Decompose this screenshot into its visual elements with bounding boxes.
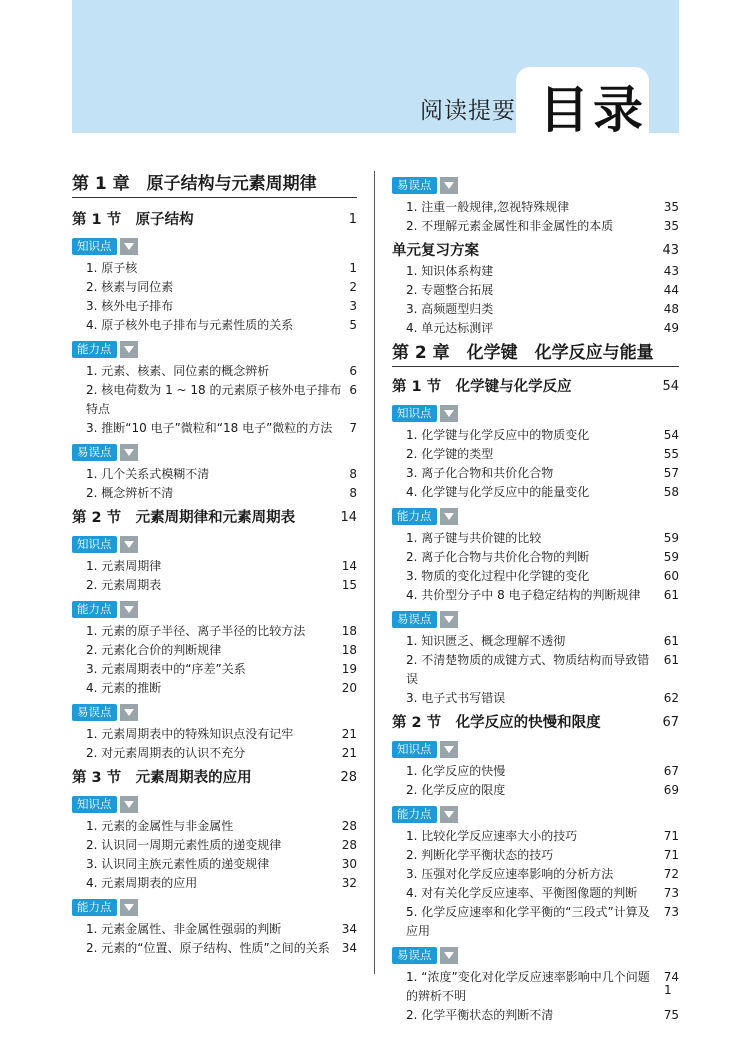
entry-title: 3. 压强对化学反应速率影响的分析方法: [406, 867, 614, 881]
section-title: 第 2 节 元素周期律和元素周期表: [72, 510, 296, 526]
toc-entry[interactable]: [72, 557, 357, 576]
entry-page-number: 32: [341, 876, 357, 890]
entry-title: 2. 化学平衡状态的判断不清: [406, 1008, 554, 1022]
badge-label: 知识点: [72, 796, 117, 813]
toc-left-column: [72, 171, 357, 961]
entry-page-number: 74: [663, 970, 679, 984]
toc-entry[interactable]: [72, 362, 357, 381]
toc-entry[interactable]: [72, 278, 357, 297]
toc-entry[interactable]: [392, 300, 679, 319]
triangle-down-icon: [440, 741, 458, 758]
section-badge: [72, 600, 357, 618]
toc-entry[interactable]: [392, 968, 679, 1006]
entry-title: 2. 概念辨析不清: [86, 486, 174, 500]
entry-title: 2. 化学反应的限度: [406, 783, 506, 797]
entry-title: 4. 单元达标测评: [406, 321, 494, 335]
toc-entry[interactable]: [392, 762, 679, 781]
entry-title: 3. 离子化合物和共价化合物: [406, 466, 554, 480]
triangle-down-icon: [120, 238, 138, 255]
entry-title: 1. 元素金属性、非金属性强弱的判断: [86, 922, 282, 936]
entry-title: 4. 对有关化学反应速率、平衡图像题的判断: [406, 886, 638, 900]
entry-page-number: 73: [663, 886, 679, 900]
entry-title: 1. 化学反应的快慢: [406, 764, 506, 778]
entry-page-number: 30: [341, 857, 357, 871]
section-heading[interactable]: [392, 711, 679, 735]
entry-title: 2. 专题整合拓展: [406, 283, 494, 297]
triangle-down-icon: [440, 405, 458, 422]
entry-page-number: 71: [663, 848, 679, 862]
entry-title: 3. 元素周期表中的“序差”关系: [86, 662, 246, 676]
chapter-heading: 第 1 章 原子结构与元素周期律: [72, 171, 357, 198]
entry-title: 2. 元素的“位置、原子结构、性质”之间的关系: [86, 941, 330, 955]
entry-page-number: 58: [663, 485, 679, 499]
entry-title: 2. 离子化合物与共价化合物的判断: [406, 550, 590, 564]
entry-page-number: 48: [663, 302, 679, 316]
page-title: 目录: [539, 81, 647, 139]
triangle-down-icon: [120, 704, 138, 721]
toc-entry[interactable]: [72, 465, 357, 484]
section-heading[interactable]: [72, 208, 357, 232]
toc-entry[interactable]: [392, 464, 679, 483]
entry-title: 2. 对元素周期表的认识不充分: [86, 746, 246, 760]
toc-entry[interactable]: [392, 846, 679, 865]
toc-entry[interactable]: [392, 262, 679, 281]
entry-title: 1. 比较化学反应速率大小的技巧: [406, 829, 578, 843]
entry-page-number: 8: [349, 467, 357, 481]
toc-entry[interactable]: [72, 836, 357, 855]
toc-entry[interactable]: [72, 679, 357, 698]
entry-title: 2. 判断化学平衡状态的技巧: [406, 848, 554, 862]
section-page-number: 28: [340, 770, 357, 785]
toc-entry[interactable]: [392, 827, 679, 846]
entry-title: 1. 原子核: [86, 261, 138, 275]
badge-label: 易误点: [392, 611, 437, 628]
toc-entry[interactable]: [392, 548, 679, 567]
entry-title: 4. 原子核外电子排布与元素性质的关系: [86, 318, 294, 332]
section-badge: [72, 898, 357, 916]
entry-title: 1. 知识匮乏、概念理解不透彻: [406, 634, 566, 648]
section-page-number: 1: [348, 212, 357, 227]
entry-page-number: 59: [663, 550, 679, 564]
section-page-number: 14: [340, 510, 357, 525]
badge-label: 知识点: [392, 405, 437, 422]
section-badge: [392, 740, 679, 758]
triangle-down-icon: [440, 177, 458, 194]
entry-page-number: 35: [663, 200, 679, 214]
section-title: 第 1 节 原子结构: [72, 212, 194, 228]
entry-page-number: 49: [663, 321, 679, 335]
toc-entry[interactable]: [72, 622, 357, 641]
triangle-down-icon: [120, 796, 138, 813]
entry-page-number: 20: [341, 681, 357, 695]
toc-entry[interactable]: [392, 281, 679, 300]
badge-label: 易误点: [392, 947, 437, 964]
entry-title: 2. 不清楚物质的成键方式、物质结构而导致错误: [406, 653, 650, 686]
entry-page-number: 69: [663, 783, 679, 797]
toc-entry[interactable]: [392, 529, 679, 548]
entry-page-number: 3: [349, 299, 357, 313]
toc-entry[interactable]: [392, 483, 679, 502]
toc-entry[interactable]: [392, 781, 679, 800]
entry-title: 4. 共价型分子中 8 电子稳定结构的判断规律: [406, 588, 641, 602]
entry-page-number: 28: [341, 819, 357, 833]
entry-page-number: 21: [341, 746, 357, 760]
unit-review-title: 单元复习方案: [392, 243, 479, 259]
toc-entry[interactable]: [72, 660, 357, 679]
badge-label: 易误点: [392, 177, 437, 194]
badge-label: 知识点: [72, 536, 117, 553]
toc-entry[interactable]: [392, 1006, 679, 1025]
entry-title: 1. 化学键与化学反应中的物质变化: [406, 428, 590, 442]
entry-page-number: 72: [663, 867, 679, 881]
entry-title: 3. 物质的变化过程中化学键的变化: [406, 569, 590, 583]
entry-page-number: 59: [663, 531, 679, 545]
badge-label: 能力点: [392, 508, 437, 525]
entry-title: 2. 化学键的类型: [406, 447, 494, 461]
entry-page-number: 75: [663, 1008, 679, 1022]
entry-page-number: 71: [663, 829, 679, 843]
section-badge: [72, 443, 357, 461]
entry-title: 2. 核素与同位素: [86, 280, 174, 294]
entry-page-number: 18: [341, 643, 357, 657]
entry-page-number: 1: [349, 261, 357, 275]
toc-entry[interactable]: [392, 632, 679, 651]
toc-entry[interactable]: [392, 865, 679, 884]
toc-entry[interactable]: [392, 445, 679, 464]
section-page-number: 67: [662, 715, 679, 730]
triangle-down-icon: [120, 601, 138, 618]
page-number: 1: [664, 983, 672, 997]
badge-label: 知识点: [72, 238, 117, 255]
badge-label: 知识点: [392, 741, 437, 758]
toc-entry[interactable]: [72, 484, 357, 503]
toc-entry[interactable]: [72, 817, 357, 836]
toc-entry[interactable]: [72, 725, 357, 744]
toc-entry[interactable]: [72, 874, 357, 893]
section-title: 第 2 节 化学反应的快慢和限度: [392, 715, 601, 731]
badge-label: 易误点: [72, 704, 117, 721]
triangle-down-icon: [440, 508, 458, 525]
toc-entry[interactable]: [392, 426, 679, 445]
entry-page-number: 73: [663, 905, 679, 919]
header-subtitle: 阅读提要: [420, 98, 516, 124]
entry-title: 2. 不理解元素金属性和非金属性的本质: [406, 219, 614, 233]
entry-title: 1. 元素的原子半径、离子半径的比较方法: [86, 624, 306, 638]
toc-entry[interactable]: [392, 198, 679, 217]
entry-page-number: 5: [349, 318, 357, 332]
triangle-down-icon: [120, 899, 138, 916]
entry-page-number: 61: [663, 588, 679, 602]
unit-review-page-number: 43: [662, 243, 679, 258]
toc-entry[interactable]: [72, 855, 357, 874]
section-badge: [392, 610, 679, 628]
entry-title: 1. 离子键与共价键的比较: [406, 531, 542, 545]
toc-entry[interactable]: [392, 651, 679, 689]
toc-entry[interactable]: [72, 576, 357, 595]
entry-title: 4. 元素的推断: [86, 681, 162, 695]
section-badge: [392, 507, 679, 525]
entry-page-number: 35: [663, 219, 679, 233]
entry-title: 1. 几个关系式模糊不清: [86, 467, 210, 481]
entry-title: 2. 元素化合价的判断规律: [86, 643, 222, 657]
entry-page-number: 54: [663, 428, 679, 442]
toc-entry[interactable]: [392, 217, 679, 236]
entry-page-number: 21: [341, 727, 357, 741]
section-heading[interactable]: [72, 766, 357, 790]
entry-title: 3. 电子式书写错误: [406, 691, 506, 705]
section-badge: [392, 946, 679, 964]
section-heading[interactable]: [392, 375, 679, 399]
toc-entry[interactable]: [392, 567, 679, 586]
triangle-down-icon: [440, 806, 458, 823]
entry-title: 2. 认识同一周期元素性质的递变规律: [86, 838, 282, 852]
toc-entry[interactable]: [72, 297, 357, 316]
toc-entry[interactable]: [72, 381, 357, 419]
entry-page-number: 6: [349, 364, 357, 378]
entry-page-number: 43: [663, 264, 679, 278]
entry-page-number: 61: [663, 634, 679, 648]
entry-title: 5. 化学反应速率和化学平衡的“三段式”计算及应用: [406, 905, 650, 938]
entry-page-number: 67: [663, 764, 679, 778]
entry-page-number: 61: [663, 653, 679, 667]
section-badge: [72, 795, 357, 813]
entry-title: 1. 元素周期律: [86, 559, 162, 573]
column-divider: [374, 171, 375, 974]
entry-page-number: 60: [663, 569, 679, 583]
toc-entry[interactable]: [72, 316, 357, 335]
badge-label: 能力点: [72, 899, 117, 916]
triangle-down-icon: [440, 947, 458, 964]
entry-title: 1. 知识体系构建: [406, 264, 494, 278]
unit-review-heading[interactable]: [392, 240, 679, 262]
toc-right-column: [392, 171, 679, 1028]
section-title: 第 3 节 元素周期表的应用: [72, 770, 252, 786]
entry-title: 1. 注重一般规律,忽视特殊规律: [406, 200, 570, 214]
toc-entry[interactable]: [72, 419, 357, 438]
section-badge: [392, 176, 679, 194]
entry-title: 3. 核外电子排布: [86, 299, 174, 313]
entry-page-number: 15: [341, 578, 357, 592]
toc-entry[interactable]: [392, 903, 679, 941]
entry-title: 3. 高频题型归类: [406, 302, 494, 316]
entry-page-number: 2: [349, 280, 357, 294]
triangle-down-icon: [120, 444, 138, 461]
spacer: [72, 958, 357, 961]
toc-entry[interactable]: [392, 884, 679, 903]
triangle-down-icon: [120, 341, 138, 358]
section-page-number: 54: [662, 379, 679, 394]
spacer: [392, 1025, 679, 1028]
toc-entry[interactable]: [392, 319, 679, 338]
toc-entry[interactable]: [72, 939, 357, 958]
toc-entry[interactable]: [392, 586, 679, 605]
entry-page-number: 62: [663, 691, 679, 705]
section-badge: [72, 340, 357, 358]
toc-entry[interactable]: [72, 259, 357, 278]
entry-title: 1. “浓度”变化对化学反应速率影响中几个问题的辨析不明: [406, 970, 650, 1003]
section-badge: [72, 237, 357, 255]
triangle-down-icon: [440, 611, 458, 628]
toc-entry[interactable]: [392, 689, 679, 708]
toc-entry[interactable]: [72, 641, 357, 660]
section-title: 第 1 节 化学键与化学反应: [392, 379, 572, 395]
entry-title: 1. 元素周期表中的特殊知识点没有记牢: [86, 727, 294, 741]
section-badge: [72, 703, 357, 721]
entry-page-number: 18: [341, 624, 357, 638]
entry-title: 3. 认识同主族元素性质的递变规律: [86, 857, 270, 871]
entry-page-number: 28: [341, 838, 357, 852]
entry-title: 1. 元素的金属性与非金属性: [86, 819, 234, 833]
entry-page-number: 19: [341, 662, 357, 676]
badge-label: 能力点: [72, 601, 117, 618]
entry-page-number: 6: [349, 383, 357, 397]
section-badge: [72, 535, 357, 553]
section-badge: [392, 404, 679, 422]
toc-entry[interactable]: [72, 920, 357, 939]
entry-page-number: 55: [663, 447, 679, 461]
entry-page-number: 57: [663, 466, 679, 480]
entry-page-number: 34: [341, 922, 357, 936]
badge-label: 能力点: [72, 341, 117, 358]
section-heading[interactable]: [72, 506, 357, 530]
chapter-heading: 第 2 章 化学键 化学反应与能量: [392, 340, 679, 367]
entry-title: 4. 元素周期表的应用: [86, 876, 198, 890]
entry-title: 3. 推断“10 电子”微粒和“18 电子”微粒的方法: [86, 421, 333, 435]
entry-page-number: 44: [663, 283, 679, 297]
entry-page-number: 8: [349, 486, 357, 500]
badge-label: 能力点: [392, 806, 437, 823]
entry-title: 4. 化学键与化学反应中的能量变化: [406, 485, 590, 499]
badge-label: 易误点: [72, 444, 117, 461]
entry-title: 2. 核电荷数为 1 ~ 18 的元素原子核外电子排布特点: [86, 383, 342, 416]
entry-title: 1. 元素、核素、同位素的概念辨析: [86, 364, 270, 378]
entry-page-number: 14: [341, 559, 357, 573]
entry-page-number: 34: [341, 941, 357, 955]
entry-title: 2. 元素周期表: [86, 578, 162, 592]
entry-page-number: 7: [349, 421, 357, 435]
section-badge: [392, 805, 679, 823]
toc-entry[interactable]: [72, 744, 357, 763]
triangle-down-icon: [120, 536, 138, 553]
